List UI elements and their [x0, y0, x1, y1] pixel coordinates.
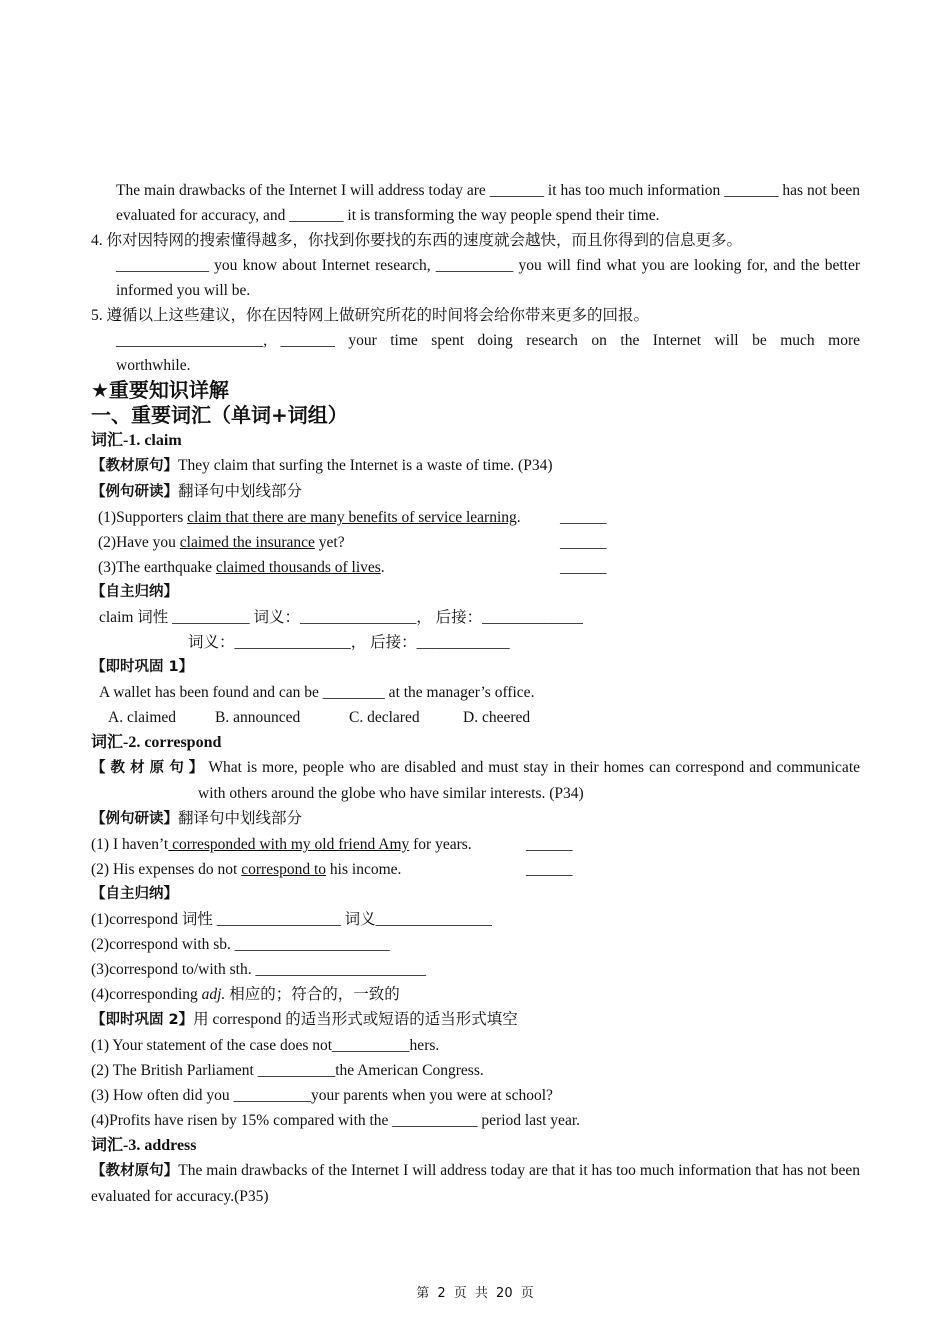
answer-blank[interactable]: ______ — [560, 559, 607, 576]
vocab1-title: 词汇-1. claim — [91, 432, 182, 449]
item4-english: ____________ you know about Internet research, __________ you will find what you are looking for, and the better informed you will be. — [116, 257, 860, 299]
vocab1-practice-question: A wallet has been found and can be ________ at the manager’s office. — [99, 684, 535, 701]
answer-blank[interactable]: ______ — [526, 861, 573, 878]
vocab1-options — [91, 705, 860, 730]
practice-tag: 【即时巩固 2】 — [91, 1012, 194, 1028]
vocab2-practice-2: (2) The British Parliament __________the American Congress. — [91, 1062, 484, 1079]
vocab2-practice-header — [91, 1007, 860, 1033]
underlined-phrase: claim that there are many benefits of service learning — [187, 509, 517, 526]
underlined-phrase: claimed the insurance — [179, 534, 315, 551]
original-sentence-tag: 【教材原句】 — [91, 458, 178, 474]
underlined-phrase: correspond to — [241, 861, 327, 878]
section-heading: 一、重要词汇（单词+词组） — [91, 403, 348, 427]
document-body — [91, 178, 860, 1209]
original-sentence-text: The main drawbacks of the Internet I will address today are that it has too much information that has not been evaluated for accuracy.(P35) — [91, 1162, 861, 1205]
answer-blank[interactable]: ______ — [560, 509, 607, 526]
option-b[interactable]: B. announced — [215, 709, 301, 726]
vocab2-practice-4: (4)Profits have risen by 15% compared with the ___________ period last year. — [91, 1112, 580, 1129]
vocab1-example-3: (3)The earthquake claimed thousands of lives. ______ — [91, 555, 860, 580]
original-sentence-text: What is more, people who are disabled and must stay in their homes can correspond and communicate with others around the globe who have similar interests. (P34) — [198, 759, 860, 802]
underlined-phrase: claimed thousands of lives — [215, 559, 381, 576]
examples-tag: 【例句研读】 — [91, 811, 178, 827]
vocab2-examples-header — [91, 806, 860, 832]
examples-instruction: 翻译句中划线部分 — [178, 483, 303, 500]
vocab1-original — [91, 453, 860, 479]
original-sentence-text: They claim that surfing the Internet is a waste of time. (P34) — [178, 457, 553, 474]
underlined-phrase: corresponded with my old friend Amy — [168, 836, 410, 853]
vocab2-summary-2: (2)correspond with sb. ____________________ — [91, 936, 390, 953]
item5-english-line2: worthwhile. — [116, 357, 191, 374]
option-c[interactable]: C. declared — [349, 709, 420, 726]
vocab2-summary-tag: 【自主归纳】 — [91, 886, 178, 902]
original-sentence-tag: 【教材原句】 — [91, 1163, 179, 1179]
vocab2-title: 词汇-2. correspond — [91, 734, 222, 751]
vocab1-example-1: (1)Supporters claim that there are many benefits of service learning. ______ — [91, 505, 860, 530]
vocab2-summary-3: (3)correspond to/with sth. ______________________ — [91, 961, 426, 978]
vocab1-practice-tag: 【即时巩固 1】 — [91, 659, 194, 675]
page-footer: 第 2 页 共 20 页 — [416, 1286, 534, 1301]
vocab1-examples-header — [91, 479, 860, 505]
vocab2-example-1: (1) I haven’t corresponded with my old friend Amy for years. ______ — [91, 832, 860, 857]
examples-tag: 【例句研读】 — [91, 484, 178, 500]
vocab2-example-2: (2) His expenses do not correspond to his income. ______ — [91, 857, 860, 882]
vocab1-example-2: (2)Have you claimed the insurance yet? ______ — [91, 530, 860, 555]
star-heading: ★重要知识详解 — [91, 378, 229, 402]
vocab2-practice-1: (1) Your statement of the case does not__________hers. — [91, 1037, 440, 1054]
item4-chinese: 4. 你对因特网的搜索懂得越多，你找到你要找的东西的速度就会越快，而且你得到的信息更多。 — [91, 232, 743, 249]
original-sentence-tag: 【教材原句】 — [91, 760, 209, 776]
answer-blank[interactable]: ______ — [560, 534, 607, 551]
item3-english: The main drawbacks of the Internet I will address today are _______ it has too much information _______ has not been evaluated for accuracy, and _______ it is transforming the way people spend their time. — [116, 182, 860, 224]
item5-chinese: 5. 遵循以上这些建议，你在因特网上做研究所花的时间将会给你带来更多的回报。 — [91, 307, 650, 324]
examples-instruction: 翻译句中划线部分 — [178, 810, 303, 827]
vocab2-summary-4: (4)corresponding adj. 相应的；符合的，一致的 — [91, 986, 400, 1003]
vocab1-summary-tag: 【自主归纳】 — [91, 584, 178, 600]
option-a[interactable]: A. claimed — [108, 709, 177, 726]
answer-blank[interactable]: ______ — [526, 836, 573, 853]
option-d[interactable]: D. cheered — [463, 709, 531, 726]
vocab1-summary-line1: claim 词性 __________ 词义：_______________， 后接：_____________ — [99, 609, 583, 626]
vocab3-title: 词汇-3. address — [91, 1137, 197, 1154]
vocab2-original — [91, 755, 860, 806]
vocab2-summary-1: (1)correspond 词性 ________________ 词义_______________ — [91, 911, 492, 928]
vocab1-summary-line2: 词义：_______________， 后接：____________ — [188, 634, 510, 651]
vocab3-original — [91, 1158, 860, 1209]
vocab2-practice-3: (3) How often did you __________your parents when you were at school? — [91, 1087, 553, 1104]
item5-english-line1: ___________________, _______ your time spent doing research on the Internet will be much more — [116, 332, 860, 349]
practice-instruction: 用 correspond 的适当形式或短语的适当形式填空 — [193, 1011, 518, 1028]
